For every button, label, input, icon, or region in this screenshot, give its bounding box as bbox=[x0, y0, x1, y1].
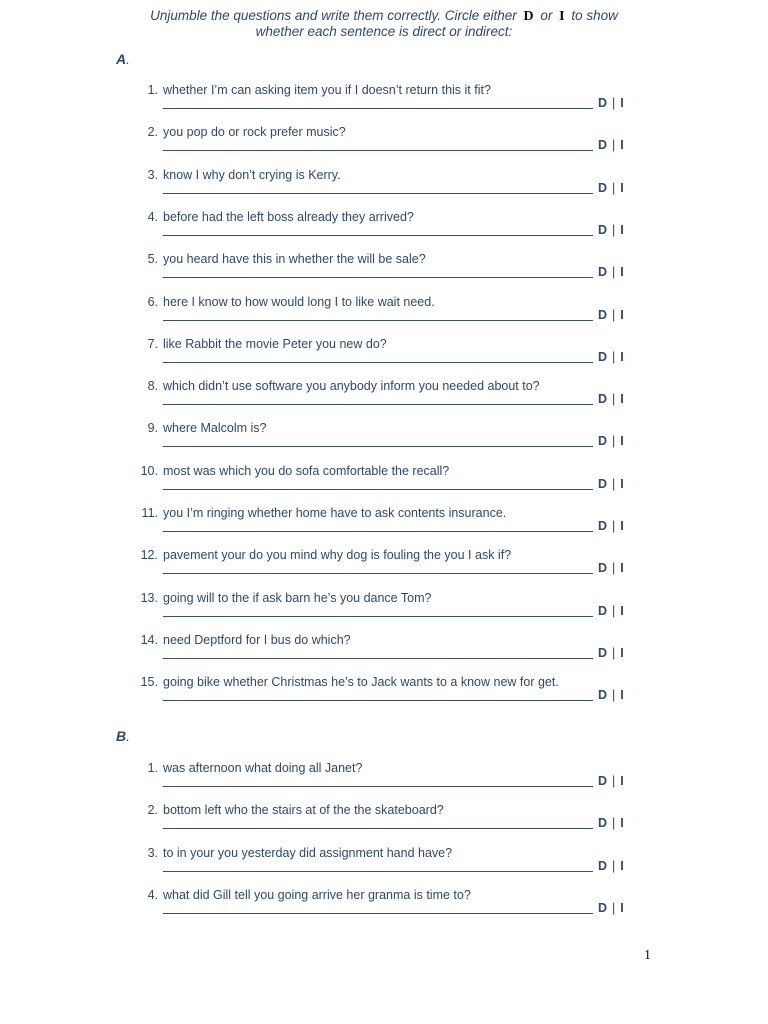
question-text: was afternoon what doing all Janet? bbox=[163, 761, 363, 775]
direct-indirect-choice[interactable] bbox=[598, 645, 624, 661]
question-number: 2. bbox=[147, 803, 158, 818]
question-text: to in your you yesterday did assignment hand have? bbox=[163, 845, 453, 860]
indirect-option[interactable]: I bbox=[620, 858, 624, 873]
question-number: 3. bbox=[147, 167, 158, 182]
question-text: here I know to how would long I to like wait need. bbox=[163, 294, 435, 309]
direct-indirect-choice[interactable] bbox=[598, 603, 624, 619]
question-item bbox=[0, 294, 768, 330]
or-text: or bbox=[540, 8, 553, 23]
answer-line[interactable] bbox=[163, 573, 593, 574]
question-number: 10. bbox=[140, 463, 158, 478]
question-item bbox=[0, 420, 768, 456]
direct-option[interactable]: D bbox=[598, 180, 608, 195]
question-text: going will to the if ask barn he’s you dance Tom? bbox=[163, 590, 432, 605]
direct-indirect-choice[interactable] bbox=[598, 476, 624, 492]
question-number: 6. bbox=[147, 294, 158, 309]
direct-option[interactable]: D bbox=[598, 858, 608, 873]
question-number: 13. bbox=[140, 590, 158, 605]
question-item bbox=[0, 632, 768, 668]
question-number: 2. bbox=[147, 125, 158, 140]
direct-option[interactable]: D bbox=[598, 816, 608, 831]
section-b-punct: . bbox=[126, 728, 131, 744]
question-item bbox=[0, 590, 768, 626]
question-text: you pop do or rock prefer music? bbox=[163, 125, 346, 140]
choice-separator: | bbox=[612, 392, 616, 407]
direct-option[interactable]: D bbox=[598, 307, 608, 322]
question-text: going bike whether Christmas he’s to Jack wants to a know new for get. bbox=[163, 675, 559, 690]
direct-letter: D bbox=[523, 9, 534, 24]
answer-line[interactable] bbox=[163, 362, 593, 363]
question-text: which didn’t use software you anybody inform you needed about to? bbox=[163, 379, 540, 394]
question-number: 11. bbox=[141, 506, 158, 520]
indirect-option[interactable]: I bbox=[620, 96, 624, 110]
question-item bbox=[0, 845, 768, 881]
question-item bbox=[0, 463, 768, 499]
indirect-option[interactable]: I bbox=[620, 222, 624, 237]
choice-separator: | bbox=[612, 180, 616, 195]
indirect-option[interactable]: I bbox=[620, 688, 624, 703]
question-item bbox=[0, 167, 768, 203]
question-number: 8. bbox=[147, 379, 158, 394]
question-text: know I why don’t crying is Kerry. bbox=[163, 167, 341, 182]
indirect-letter: I bbox=[559, 9, 565, 24]
direct-indirect-choice[interactable] bbox=[598, 518, 624, 534]
instructions-line-1 bbox=[0, 8, 768, 25]
choice-separator: | bbox=[612, 603, 616, 618]
direct-indirect-choice[interactable] bbox=[598, 815, 624, 831]
question-item bbox=[0, 547, 768, 583]
choice-separator: | bbox=[612, 519, 616, 533]
section-a-punct: . bbox=[126, 51, 131, 67]
answer-line[interactable] bbox=[163, 235, 593, 236]
instructions-line-2: whether each sentence is direct or indirect: bbox=[255, 24, 513, 39]
question-number: 4. bbox=[147, 209, 158, 224]
answer-line[interactable] bbox=[163, 531, 593, 532]
question-item bbox=[0, 802, 768, 838]
direct-option[interactable]: D bbox=[598, 349, 608, 364]
answer-line[interactable] bbox=[163, 404, 593, 405]
direct-indirect-choice[interactable] bbox=[598, 95, 624, 111]
answer-line[interactable] bbox=[163, 320, 593, 321]
indirect-option[interactable]: I bbox=[620, 603, 624, 618]
question-number: 3. bbox=[147, 845, 158, 860]
section-b-label: B bbox=[116, 728, 127, 744]
question-item bbox=[0, 336, 768, 372]
answer-line[interactable] bbox=[163, 150, 593, 151]
direct-indirect-choice[interactable] bbox=[598, 307, 624, 323]
choice-separator: | bbox=[612, 222, 616, 237]
question-text: whether I’m can asking item you if I doesn’t return this it fit? bbox=[163, 83, 491, 97]
indirect-option[interactable]: I bbox=[620, 265, 624, 280]
answer-line[interactable] bbox=[163, 913, 593, 914]
question-item bbox=[0, 124, 768, 160]
direct-option[interactable]: D bbox=[598, 688, 608, 703]
indirect-option[interactable]: I bbox=[620, 519, 624, 533]
choice-separator: | bbox=[612, 561, 616, 576]
direct-indirect-choice[interactable] bbox=[598, 560, 624, 576]
question-item bbox=[0, 887, 768, 923]
question-text: you I’m ringing whether home have to ask contents insurance. bbox=[163, 506, 507, 520]
indirect-option[interactable]: I bbox=[620, 774, 624, 788]
direct-indirect-choice[interactable] bbox=[598, 773, 624, 789]
indirect-option[interactable]: I bbox=[620, 561, 624, 576]
question-number: 14. bbox=[140, 632, 158, 647]
question-item bbox=[0, 82, 768, 118]
question-number: 4. bbox=[147, 887, 158, 902]
answer-line[interactable] bbox=[163, 108, 593, 109]
question-text: most was which you do sofa comfortable the recall? bbox=[163, 463, 450, 478]
section-a-label: A bbox=[116, 51, 127, 67]
choice-separator: | bbox=[612, 816, 616, 831]
direct-option[interactable]: D bbox=[598, 561, 608, 576]
answer-line[interactable] bbox=[163, 828, 593, 829]
indirect-option[interactable]: I bbox=[620, 434, 624, 449]
direct-option[interactable]: D bbox=[598, 774, 608, 788]
direct-indirect-choice[interactable] bbox=[598, 180, 624, 196]
direct-option[interactable]: D bbox=[598, 96, 608, 110]
question-text: before had the left boss already they arrived? bbox=[163, 209, 414, 224]
page-number: 1 bbox=[644, 948, 651, 963]
answer-line[interactable] bbox=[163, 658, 593, 659]
choice-separator: | bbox=[612, 307, 616, 322]
direct-option[interactable]: D bbox=[598, 645, 608, 660]
question-number: 7. bbox=[147, 336, 158, 351]
choice-separator: | bbox=[612, 265, 616, 280]
indirect-option[interactable]: I bbox=[620, 816, 624, 831]
choice-separator: | bbox=[612, 858, 616, 873]
direct-option[interactable]: D bbox=[598, 603, 608, 618]
direct-indirect-choice[interactable] bbox=[598, 349, 624, 365]
indirect-option[interactable]: I bbox=[620, 645, 624, 660]
direct-option[interactable]: D bbox=[598, 222, 608, 237]
question-text: what did Gill tell you going arrive her granma is time to? bbox=[163, 887, 471, 902]
answer-line[interactable] bbox=[163, 786, 593, 787]
question-number: 5. bbox=[147, 252, 158, 267]
question-number: 1. bbox=[147, 83, 158, 97]
answer-line[interactable] bbox=[163, 446, 593, 447]
direct-option[interactable]: D bbox=[598, 392, 608, 407]
answer-line[interactable] bbox=[163, 700, 593, 701]
indirect-option[interactable]: I bbox=[620, 900, 624, 915]
direct-indirect-choice[interactable] bbox=[598, 222, 624, 238]
question-number: 1. bbox=[147, 761, 158, 775]
question-text: bottom left who the stairs at of the the skateboard? bbox=[163, 803, 444, 818]
choice-separator: | bbox=[612, 688, 616, 703]
answer-line[interactable] bbox=[163, 489, 593, 490]
choice-separator: | bbox=[612, 645, 616, 660]
question-text: need Deptford for I bus do which? bbox=[163, 632, 351, 647]
question-item bbox=[0, 378, 768, 414]
choice-separator: | bbox=[612, 900, 616, 915]
direct-option[interactable]: D bbox=[598, 138, 608, 153]
section-b-heading bbox=[116, 728, 130, 744]
question-item bbox=[0, 674, 768, 710]
indirect-option[interactable]: I bbox=[620, 307, 624, 322]
instructions-text: Unjumble the questions and write them correctly. Circle either bbox=[150, 8, 517, 23]
question-item bbox=[0, 505, 768, 541]
question-text: you heard have this in whether the will be sale? bbox=[163, 252, 426, 267]
question-item bbox=[0, 251, 768, 287]
choice-separator: | bbox=[612, 96, 616, 110]
indirect-option[interactable]: I bbox=[620, 180, 624, 195]
choice-separator: | bbox=[612, 774, 616, 788]
answer-line[interactable] bbox=[163, 616, 593, 617]
direct-option[interactable]: D bbox=[598, 476, 608, 491]
question-text: pavement your do you mind why dog is fouling the you I ask if? bbox=[163, 548, 512, 563]
question-item bbox=[0, 209, 768, 245]
direct-indirect-choice[interactable] bbox=[598, 900, 624, 916]
question-number: 15. bbox=[140, 675, 158, 690]
direct-option[interactable]: D bbox=[598, 519, 608, 533]
choice-separator: | bbox=[612, 349, 616, 364]
question-number: 12. bbox=[140, 548, 158, 563]
answer-line[interactable] bbox=[163, 871, 593, 872]
section-a-heading bbox=[116, 51, 130, 67]
question-text: where Malcolm is? bbox=[163, 421, 267, 436]
answer-line[interactable] bbox=[163, 193, 593, 194]
indirect-option[interactable]: I bbox=[620, 349, 624, 364]
direct-indirect-choice[interactable] bbox=[598, 137, 624, 153]
question-number: 9. bbox=[147, 421, 158, 436]
indirect-option[interactable]: I bbox=[620, 138, 624, 153]
direct-indirect-choice[interactable] bbox=[598, 858, 624, 874]
direct-option[interactable]: D bbox=[598, 265, 608, 280]
direct-indirect-choice[interactable] bbox=[598, 391, 624, 407]
indirect-option[interactable]: I bbox=[620, 392, 624, 407]
direct-option[interactable]: D bbox=[598, 434, 608, 449]
instructions-text-end: to show bbox=[571, 8, 618, 23]
choice-separator: | bbox=[612, 138, 616, 153]
direct-option[interactable]: D bbox=[598, 900, 608, 915]
question-item bbox=[0, 760, 768, 796]
indirect-option[interactable]: I bbox=[620, 476, 624, 491]
choice-separator: | bbox=[612, 476, 616, 491]
choice-separator: | bbox=[612, 434, 616, 449]
direct-indirect-choice[interactable] bbox=[598, 687, 624, 703]
direct-indirect-choice[interactable] bbox=[598, 264, 624, 280]
direct-indirect-choice[interactable] bbox=[598, 433, 624, 449]
answer-line[interactable] bbox=[163, 277, 593, 278]
question-text: like Rabbit the movie Peter you new do? bbox=[163, 336, 387, 351]
